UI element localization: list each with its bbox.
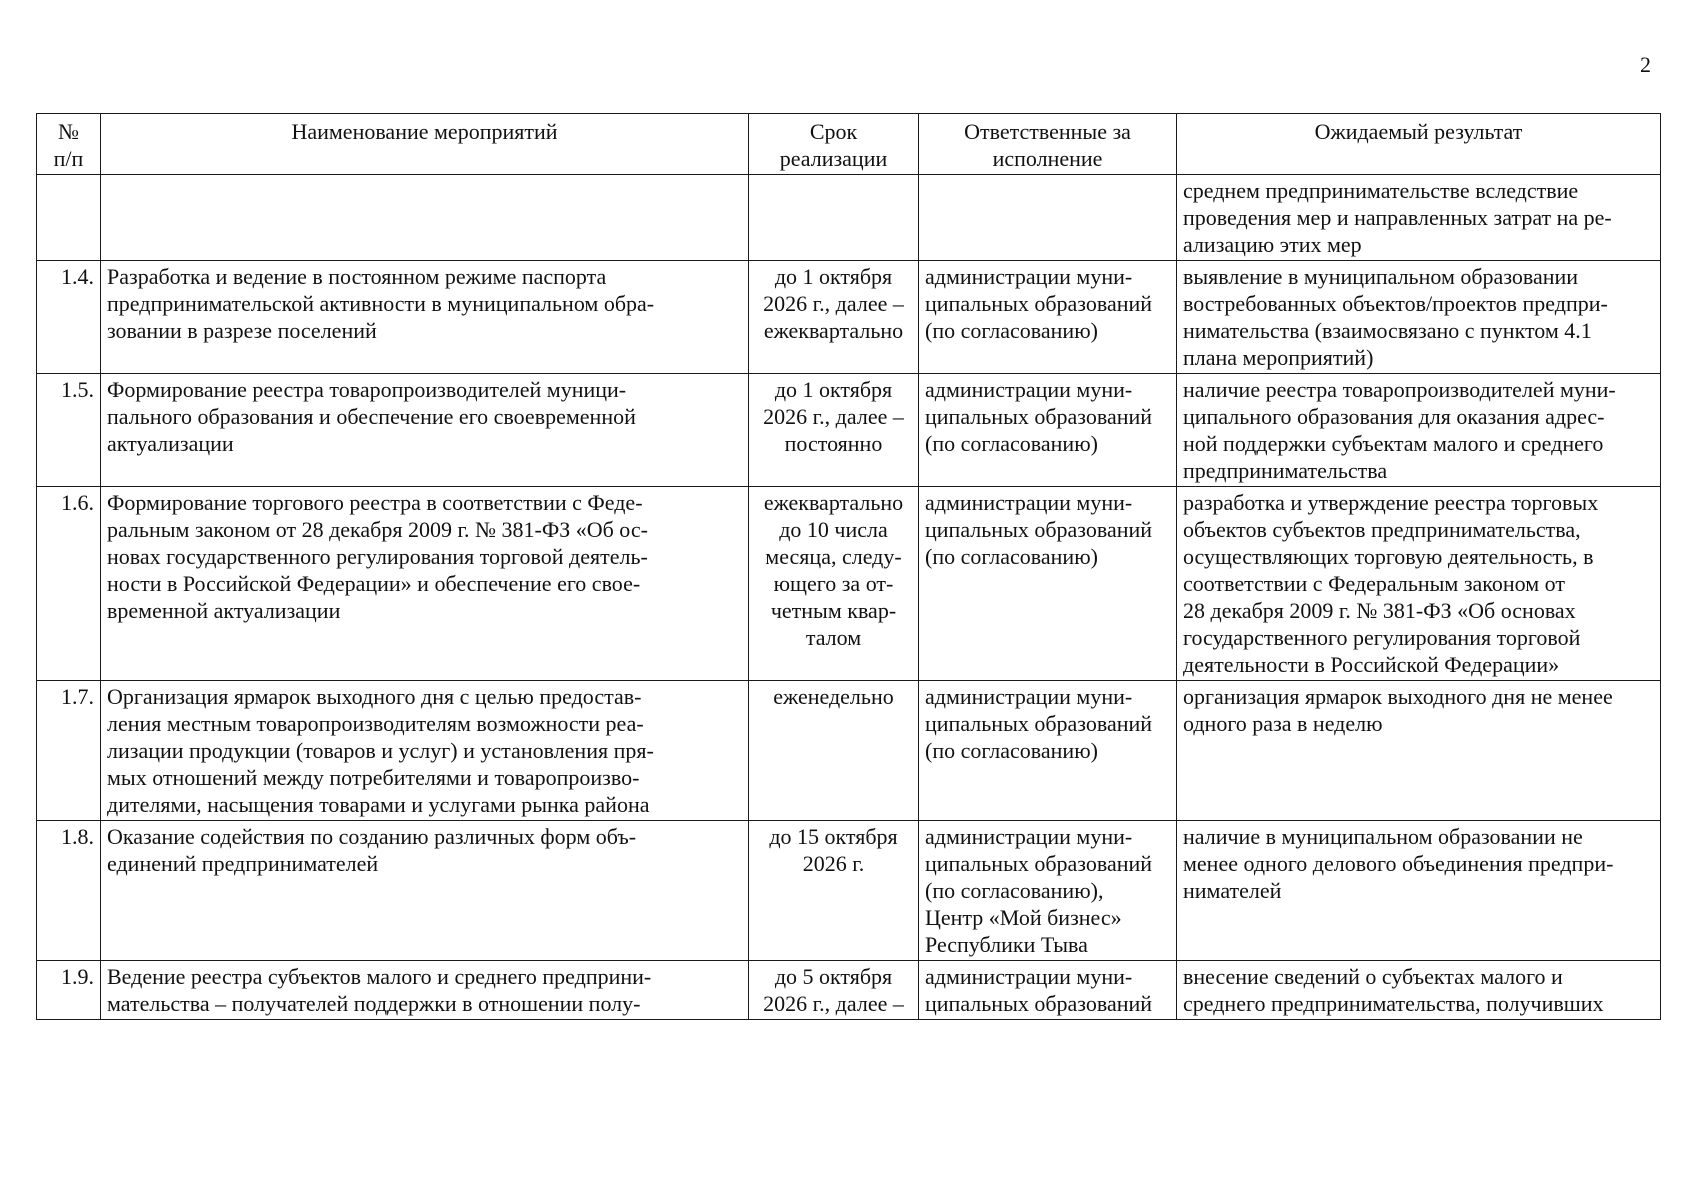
table-row — [37, 821, 1661, 961]
row-term — [749, 175, 919, 261]
row-responsible: администрации муни- ципальных образований (по согласованию) — [919, 487, 1177, 681]
row-result: внесение сведений о субъектах малого и среднего предпринимательства, получивших — [1177, 961, 1661, 1020]
row-result: наличие в муниципальном образовании не менее одного делового объединения предпри- нимателей — [1177, 821, 1661, 961]
header-name: Наименование мероприятий — [101, 114, 749, 175]
row-result: разработка и утверждение реестра торговых объектов субъектов предпринимательства, осуществляющих торговую деятельность, в соответствии с Федеральным законом от 28 декабря 2009 г. № 381-ФЗ «Об основах государственного регулирования торговой деятельности в Российской Федерации» — [1177, 487, 1661, 681]
row-num — [37, 175, 101, 261]
row-result: наличие реестра товаропроизводителей муни- ципального образования для оказания адрес- ной поддержки субъектам малого и среднего предпринимательства — [1177, 374, 1661, 487]
row-result: выявление в муниципальном образовании востребованных объектов/проектов предпри- нимательства (взаимосвязано с пунктом 4.1 плана мероприятий) — [1177, 261, 1661, 374]
row-result: организация ярмарок выходного дня не менее одного раза в неделю — [1177, 681, 1661, 821]
row-term: до 15 октября 2026 г. — [749, 821, 919, 961]
row-num: 1.4. — [37, 261, 101, 374]
row-result: среднем предпринимательстве вследствие проведения мер и направленных затрат на ре- ализацию этих мер — [1177, 175, 1661, 261]
table-row — [37, 961, 1661, 1020]
row-name: Формирование торгового реестра в соответствии с Феде- ральным законом от 28 декабря 2009 г. № 381-ФЗ «Об ос- новах государственного регулирования торговой деятель- ности в Российской Федерации» и обеспечение его свое- временной актуализации — [101, 487, 749, 681]
action-plan-table — [36, 113, 1661, 1020]
table-header-row — [37, 114, 1661, 175]
row-num: 1.5. — [37, 374, 101, 487]
table-row — [37, 374, 1661, 487]
row-term: ежеквартально до 10 числа месяца, следу- ющего за от- четным квар- талом — [749, 487, 919, 681]
header-result: Ожидаемый результат — [1177, 114, 1661, 175]
row-name: Ведение реестра субъектов малого и среднего предприни- мательства – получателей поддержки в отношении полу- — [101, 961, 749, 1020]
table-row — [37, 487, 1661, 681]
row-name: Формирование реестра товаропроизводителей муници- пального образования и обеспечение его своевременной актуализации — [101, 374, 749, 487]
table-row — [37, 261, 1661, 374]
row-name — [101, 175, 749, 261]
page-number: 2 — [1640, 52, 1651, 77]
row-responsible: администрации муни- ципальных образований (по согласованию) — [919, 261, 1177, 374]
row-num: 1.7. — [37, 681, 101, 821]
row-name: Разработка и ведение в постоянном режиме паспорта предпринимательской активности в муниципальном обра- зовании в разрезе поселений — [101, 261, 749, 374]
row-name: Оказание содействия по созданию различных форм объ- единений предпринимателей — [101, 821, 749, 961]
row-responsible: администрации муни- ципальных образований — [919, 961, 1177, 1020]
row-num: 1.8. — [37, 821, 101, 961]
row-responsible — [919, 175, 1177, 261]
table-row — [37, 175, 1661, 261]
header-term: Срок реализации — [749, 114, 919, 175]
row-responsible: администрации муни- ципальных образований (по согласованию), Центр «Мой бизнес» Республики Тыва — [919, 821, 1177, 961]
header-responsible: Ответственные за исполнение — [919, 114, 1177, 175]
row-responsible: администрации муни- ципальных образований (по согласованию) — [919, 374, 1177, 487]
row-term: еженедельно — [749, 681, 919, 821]
row-name: Организация ярмарок выходного дня с целью предостав- ления местным товаропроизводителям возможности реа- лизации продукции (товаров и услуг) и установления пря- мых отношений между потребителями и товаропроизво- дителями, насыщения товарами и услугами рынка района — [101, 681, 749, 821]
row-num: 1.6. — [37, 487, 101, 681]
row-num: 1.9. — [37, 961, 101, 1020]
row-responsible: администрации муни- ципальных образований (по согласованию) — [919, 681, 1177, 821]
row-term: до 1 октября 2026 г., далее – постоянно — [749, 374, 919, 487]
row-term: до 1 октября 2026 г., далее – ежеквартально — [749, 261, 919, 374]
table-row — [37, 681, 1661, 821]
row-term: до 5 октября 2026 г., далее – — [749, 961, 919, 1020]
header-num: № п/п — [37, 114, 101, 175]
